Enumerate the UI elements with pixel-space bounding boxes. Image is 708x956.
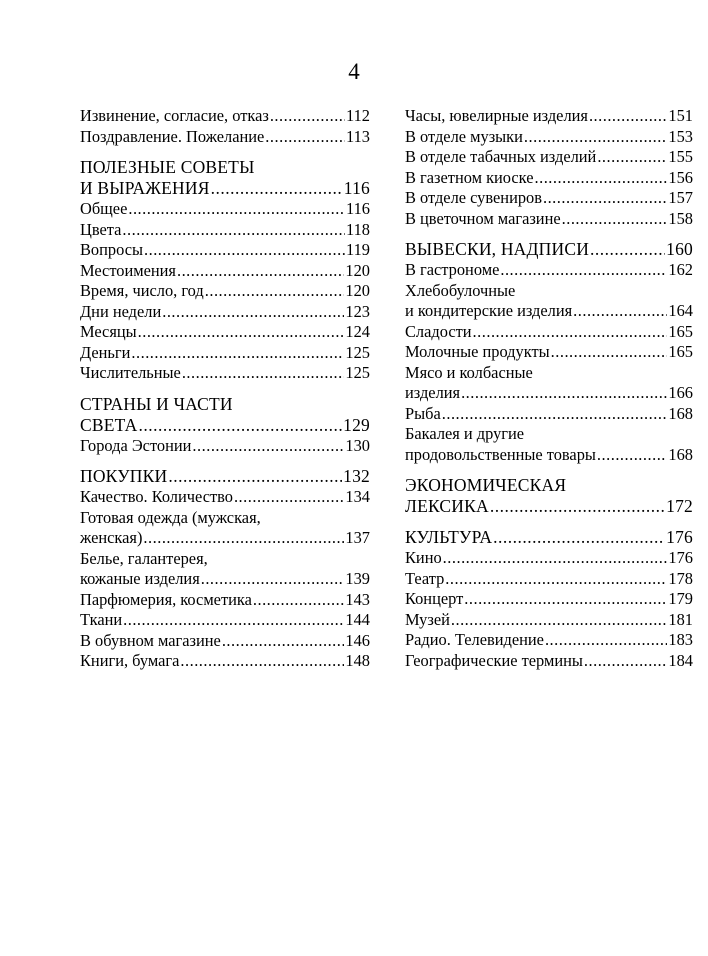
toc-title: Числительные	[80, 363, 181, 382]
toc-entry	[405, 147, 693, 168]
toc-title: Извинение, согласие, отказ	[80, 106, 269, 125]
toc-title-line: Хлебобулочные	[405, 280, 516, 300]
toc-page-number: 179	[668, 589, 693, 608]
dot-leader	[253, 590, 345, 611]
dot-leader	[265, 127, 345, 148]
dot-leader	[270, 106, 345, 127]
toc-page-number: 158	[668, 208, 693, 228]
toc-page-number: 162	[668, 260, 693, 279]
toc-entry	[80, 343, 370, 364]
toc-page-number: 130	[345, 435, 370, 455]
toc-entry	[405, 209, 693, 230]
dot-leader	[451, 610, 668, 631]
toc-entry	[405, 363, 693, 404]
toc-line	[80, 487, 370, 508]
toc-page-number: 125	[345, 363, 370, 382]
toc-page-number: 118	[346, 219, 370, 239]
toc-title: продовольственные товары	[405, 444, 596, 464]
toc-section-heading	[80, 157, 370, 199]
dot-leader	[445, 569, 667, 590]
toc-page-number: 176	[666, 527, 693, 547]
toc-entry	[80, 363, 370, 384]
dot-leader	[143, 528, 344, 549]
dot-leader	[442, 404, 668, 425]
dot-leader	[551, 342, 668, 363]
dot-leader	[590, 239, 665, 260]
toc-title: ПОКУПКИ	[80, 466, 168, 486]
dot-leader	[493, 527, 665, 548]
toc-page-number: 183	[668, 630, 693, 649]
toc-line	[405, 188, 693, 209]
toc-title-line: СТРАНЫ И ЧАСТИ	[80, 393, 233, 414]
toc-page-number: 129	[343, 414, 370, 435]
toc-section-heading	[405, 475, 693, 517]
toc-section-heading	[80, 394, 370, 436]
toc-entry	[405, 424, 693, 465]
dot-leader	[144, 240, 345, 261]
toc-line	[405, 168, 693, 189]
toc-page-number: 176	[668, 548, 693, 567]
dot-leader	[545, 630, 667, 651]
toc-section-heading	[405, 527, 693, 548]
dot-leader	[131, 343, 344, 364]
toc-line	[405, 445, 693, 466]
dot-leader	[128, 199, 345, 220]
toc-line	[80, 631, 370, 652]
toc-line	[405, 630, 693, 651]
toc-line	[405, 651, 693, 672]
dot-leader	[182, 363, 345, 384]
dot-leader	[168, 466, 342, 487]
toc-line	[405, 610, 693, 631]
dot-leader	[490, 496, 665, 517]
toc-page-number: 132	[343, 466, 370, 486]
toc-entry	[80, 302, 370, 323]
toc-line	[80, 415, 370, 436]
toc-page-number: 168	[668, 444, 693, 464]
toc-page-number: 120	[345, 281, 370, 300]
toc-line	[405, 106, 693, 127]
toc-entry	[80, 322, 370, 343]
toc-entry	[80, 220, 370, 241]
dot-leader	[122, 220, 345, 241]
toc-page-number: 165	[668, 342, 693, 361]
toc-entry	[405, 569, 693, 590]
toc-entry	[405, 630, 693, 651]
dot-leader	[123, 610, 344, 631]
toc-title: В отделе табачных изделий	[405, 147, 597, 166]
toc-page-number: 148	[345, 651, 370, 670]
toc-title: Парфюмерия, косметика	[80, 589, 252, 609]
page-number: 4	[348, 59, 360, 84]
toc-entry	[80, 549, 370, 590]
toc-title-line: ЭКОНОМИЧЕСКАЯ	[405, 475, 567, 495]
toc-title: Ткани	[80, 610, 123, 629]
dot-leader	[473, 322, 668, 343]
toc-line	[80, 651, 370, 672]
dot-leader	[597, 445, 667, 466]
toc-page-number: 178	[668, 568, 693, 588]
toc-line	[80, 261, 370, 282]
toc-title: Концерт	[405, 589, 464, 608]
toc-title-line: Белье, галантерея,	[80, 548, 208, 568]
toc-line	[405, 260, 693, 281]
toc-entry	[80, 436, 370, 457]
toc-page-number: 166	[668, 383, 693, 402]
toc-entry	[405, 281, 693, 322]
toc-line	[80, 322, 370, 343]
toc-page-number: 157	[668, 188, 693, 207]
toc-title: ВЫВЕСКИ, НАДПИСИ	[405, 239, 590, 259]
toc-entry	[80, 199, 370, 220]
toc-page-number: 112	[346, 106, 370, 125]
toc-page-number: 116	[346, 199, 370, 218]
toc-line	[405, 342, 693, 363]
dot-leader	[535, 168, 668, 189]
toc-line	[80, 220, 370, 241]
toc-page-number: 137	[345, 528, 370, 547]
toc-line	[80, 363, 370, 384]
toc-right-column	[405, 106, 693, 671]
toc-page-number: 160	[666, 239, 693, 259]
toc-section-heading	[405, 239, 693, 260]
toc-title: В обувном магазине	[80, 630, 221, 650]
dot-leader	[464, 589, 667, 610]
toc-line	[405, 569, 693, 590]
toc-line	[405, 147, 693, 168]
toc-title: изделия	[405, 383, 461, 402]
toc-line	[80, 466, 370, 487]
toc-page-number: 143	[345, 589, 370, 609]
toc-entry	[405, 127, 693, 148]
toc-title: СВЕТА	[80, 414, 138, 435]
toc-entry	[405, 260, 693, 281]
toc-entry	[80, 240, 370, 261]
toc-page-number: 168	[668, 403, 693, 423]
toc-title: Географические термины	[405, 650, 583, 670]
toc-entry	[80, 508, 370, 549]
toc-entry	[405, 322, 693, 343]
toc-title: Книги, бумага	[80, 651, 180, 670]
toc-title: В отделе сувениров	[405, 188, 542, 207]
dot-leader	[562, 209, 668, 230]
toc-line	[80, 436, 370, 457]
toc-title: В цветочном магазине	[405, 208, 561, 228]
dot-leader	[443, 548, 668, 569]
toc-entry	[80, 610, 370, 631]
toc-title-line: Готовая одежда (мужская,	[80, 507, 261, 527]
toc-line	[405, 127, 693, 148]
toc-line	[405, 548, 693, 569]
toc-title: Дни недели	[80, 301, 162, 321]
toc-page-number: 184	[668, 650, 693, 670]
toc-entry	[80, 281, 370, 302]
toc-entry	[80, 651, 370, 672]
toc-line	[80, 528, 370, 549]
toc-page-number: 125	[345, 342, 370, 362]
dot-leader	[177, 261, 344, 282]
toc-page-number: 134	[345, 487, 370, 506]
toc-title-line: ПОЛЕЗНЫЕ СОВЕТЫ	[80, 157, 255, 177]
toc-title: Месяцы	[80, 322, 137, 341]
toc-line	[405, 496, 693, 517]
toc-line	[80, 302, 370, 323]
dot-leader	[234, 487, 344, 508]
toc-title: Качество. Количество	[80, 487, 233, 506]
toc-page-number: 119	[346, 240, 370, 259]
toc-line	[80, 240, 370, 261]
toc-entry	[80, 590, 370, 611]
toc-entry	[405, 610, 693, 631]
toc-page-number: 172	[666, 496, 693, 516]
toc-title: Города Эстонии	[80, 435, 192, 455]
dot-leader	[201, 569, 345, 590]
toc-entry	[80, 631, 370, 652]
dot-leader	[573, 301, 667, 322]
toc-line	[80, 178, 370, 199]
toc-entry	[80, 106, 370, 127]
toc-entry	[80, 127, 370, 148]
dot-leader	[500, 260, 667, 281]
toc-page-number: 181	[668, 609, 693, 629]
toc-title: кожаные изделия	[80, 569, 200, 588]
toc-page-number: 146	[345, 630, 370, 650]
toc-title: КУЛЬТУРА	[405, 527, 493, 547]
toc-section-heading	[80, 466, 370, 487]
dot-leader	[192, 436, 344, 457]
toc-title: Деньги	[80, 342, 131, 362]
toc-page-number: 113	[346, 126, 370, 146]
dot-leader	[162, 302, 344, 323]
dot-leader	[584, 651, 668, 672]
toc-page-number: 153	[668, 126, 693, 146]
toc-left-column	[80, 106, 370, 672]
toc-title: Цвета	[80, 219, 122, 239]
dot-leader	[138, 322, 345, 343]
toc-title-line: Бакалея и другие	[405, 424, 525, 443]
toc-line	[80, 569, 370, 590]
dot-leader	[222, 631, 345, 652]
toc-line	[405, 301, 693, 322]
toc-entry	[405, 404, 693, 425]
toc-entry	[80, 487, 370, 508]
dot-leader	[139, 415, 343, 436]
toc-page-number: 165	[668, 321, 693, 341]
toc-title-line: Мясо и колбасные	[405, 362, 533, 382]
dot-leader	[205, 281, 345, 302]
toc-title: Сладости	[405, 321, 472, 341]
toc-page-number: 151	[668, 106, 693, 125]
toc-title: Молочные продукты	[405, 342, 550, 361]
dot-leader	[524, 127, 667, 148]
toc-title: Вопросы	[80, 240, 143, 259]
toc-title: и кондитерские изделия	[405, 301, 573, 320]
toc-line	[80, 127, 370, 148]
dot-leader	[589, 106, 667, 127]
toc-entry	[405, 589, 693, 610]
toc-line	[405, 322, 693, 343]
toc-page-number: 123	[345, 301, 370, 321]
toc-page-number: 164	[668, 301, 693, 320]
toc-title: Рыба	[405, 403, 441, 423]
toc-line	[405, 209, 693, 230]
dot-leader	[180, 651, 344, 672]
toc-entry	[405, 168, 693, 189]
toc-title: Поздравление. Пожелание	[80, 126, 265, 146]
toc-title: Общее	[80, 199, 128, 218]
toc-page-number: 116	[343, 178, 370, 198]
toc-title: ЛЕКСИКА	[405, 496, 489, 516]
toc-title: В отделе музыки	[405, 126, 523, 146]
toc-page-number: 120	[345, 260, 370, 280]
toc-line	[405, 239, 693, 260]
toc-entry	[80, 261, 370, 282]
toc-page-number: 156	[668, 167, 693, 187]
toc-entry	[405, 548, 693, 569]
dot-leader	[543, 188, 667, 209]
toc-entry	[405, 106, 693, 127]
toc-title: В газетном киоске	[405, 167, 534, 187]
toc-page-number: 155	[668, 147, 693, 166]
toc-line	[80, 281, 370, 302]
toc-page-number: 139	[345, 569, 370, 588]
toc-line	[80, 610, 370, 631]
toc-title: Театр	[405, 568, 445, 588]
toc-title: Часы, ювелирные изделия	[405, 106, 588, 125]
toc-line	[80, 106, 370, 127]
toc-title: женская)	[80, 528, 143, 547]
toc-entry	[405, 342, 693, 363]
toc-page-number: 144	[345, 610, 370, 629]
toc-entry	[405, 651, 693, 672]
toc-title: Время, число, год	[80, 281, 204, 300]
toc-title: Местоимения	[80, 260, 176, 280]
toc-entry	[405, 188, 693, 209]
toc-line	[80, 199, 370, 220]
toc-line	[405, 527, 693, 548]
dot-leader	[211, 178, 343, 199]
toc-line	[405, 404, 693, 425]
toc-title: Радио. Телевидение	[405, 630, 544, 649]
toc-title: И ВЫРАЖЕНИЯ	[80, 178, 210, 198]
toc-page-number: 124	[345, 322, 370, 341]
toc-line	[405, 589, 693, 610]
toc-title: В гастрономе	[405, 260, 500, 279]
toc-title: Кино	[405, 548, 442, 567]
toc-title: Музей	[405, 609, 450, 629]
dot-leader	[597, 147, 667, 168]
dot-leader	[461, 383, 667, 404]
toc-line	[80, 343, 370, 364]
toc-line	[405, 383, 693, 404]
toc-line	[80, 590, 370, 611]
